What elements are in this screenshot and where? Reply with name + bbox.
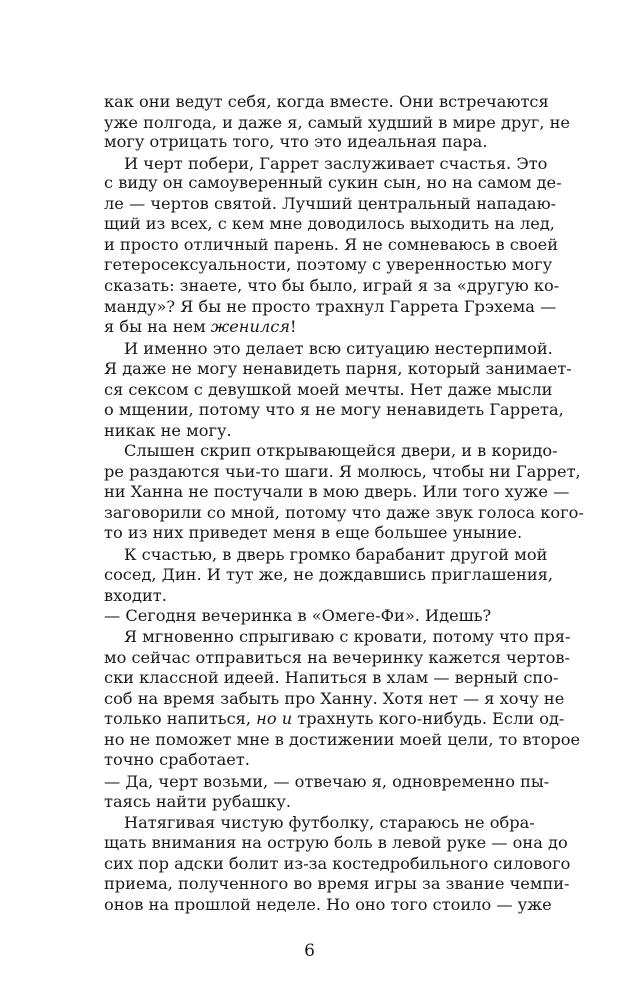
text-line — [104, 316, 531, 338]
text-line — [104, 193, 557, 215]
text-line — [104, 749, 531, 771]
text-line-tail: ! — [290, 317, 297, 336]
text-line-content: входит. — [104, 586, 167, 605]
text-line-content: и просто отличный парень. Я не сомневаюсь в своей — [104, 235, 559, 254]
text-line-content: манду»? Я бы не просто трахнул Гаррета Грэхема — — [104, 297, 557, 316]
text-line — [104, 585, 531, 607]
text-line-content: К счастью, в дверь громко барабанит другой мой — [124, 545, 548, 564]
text-line-content: заговорили со мной, потому что даже звук голоса кого- — [104, 503, 584, 522]
text-line-content: таясь найти рубашку. — [104, 792, 292, 811]
text-line — [104, 522, 531, 544]
text-line — [104, 873, 570, 895]
text-line — [104, 688, 565, 710]
text-line-content: только напиться, — [104, 709, 257, 728]
text-line — [104, 213, 555, 235]
text-line — [104, 771, 550, 793]
text-line-content: то из них приведет меня в еще большее уныние. — [104, 523, 523, 542]
text-line-tail: трахнуть кого-нибудь. Если од- — [292, 709, 565, 728]
text-line-content: И именно это делает всю ситуацию нестерпимой. — [124, 339, 553, 358]
text-line — [104, 626, 571, 648]
text-line — [104, 358, 572, 380]
text-line-content: сказать: знаете, что бы было, играй я за «другую ко- — [104, 276, 560, 295]
text-line — [104, 399, 564, 421]
text-line — [104, 91, 549, 113]
text-line-content: щать внимания на острую боль в левой руке — она до — [104, 833, 568, 852]
text-line — [104, 853, 571, 875]
text-line-content: уже полгода, и даже я, самый худший в мире друг, не — [104, 113, 571, 132]
text-line-content: ся сексом с девушкой моей мечты. Нет даже мысли — [104, 380, 553, 399]
text-line — [104, 275, 560, 297]
text-line-content: Натягивая чистую футболку, стараюсь не обра- — [124, 813, 535, 832]
text-line-content: с виду он самоуверенный сукин сын, но на самом де- — [104, 173, 562, 192]
text-line-content: как они ведут себя, когда вместе. Они встречаются — [104, 92, 549, 111]
text-line-content: приема, полученного во время игры за звание чемпи- — [104, 874, 570, 893]
text-line — [104, 729, 581, 751]
text-line — [104, 440, 558, 462]
text-line — [104, 234, 559, 256]
text-line-content: я бы на нем — [104, 317, 211, 336]
text-line — [104, 296, 557, 318]
text-line — [104, 379, 553, 401]
text-line-content: ре раздаются чьи-то шаги. Я молюсь, чтобы ни Гаррет, — [104, 462, 581, 481]
text-line — [104, 131, 531, 153]
text-line-content: могу отрицать того, что это идеальная пара. — [104, 132, 488, 151]
text-line — [104, 894, 552, 916]
text-line — [104, 544, 548, 566]
text-line-content: — Да, черт возьми, — отвечаю я, одновременно пы- — [104, 772, 550, 791]
emphasized-text: но и — [256, 709, 293, 728]
text-line-content: никак не могу. — [104, 421, 232, 440]
text-line-content: И черт побери, Гаррет заслуживает счастья. Это — [124, 154, 548, 173]
text-line-content: о мщении, потому что я не могу ненавидеть Гаррета, — [104, 400, 564, 419]
text-line-content: — Сегодня вечеринка в «Омеге-Фи». Идешь? — [104, 606, 492, 625]
text-line — [104, 564, 553, 586]
emphasized-text: женился — [210, 317, 290, 336]
text-line-content: ни Ханна не постучали в мою дверь. Или того хуже — — [104, 482, 570, 501]
text-line — [104, 481, 570, 503]
page-number: 6 — [304, 941, 315, 961]
text-line-content: точно сработает. — [104, 750, 250, 769]
text-line — [104, 502, 584, 524]
text-line-content: Я мгновенно спрыгиваю с кровати, потому что пря- — [124, 627, 571, 646]
text-line — [104, 338, 553, 360]
text-line-content: сих пор адски болит из-за костедробильного силового — [104, 854, 571, 873]
text-line — [104, 172, 562, 194]
text-line — [104, 647, 570, 669]
text-line-content: гетеросексуальности, поэтому с уверенностью могу — [104, 255, 553, 274]
text-line — [104, 254, 553, 276]
text-line-content: щий из всех, с кем мне доводилось выходить на лед, — [104, 214, 555, 233]
text-line — [104, 605, 531, 627]
text-line — [104, 667, 559, 689]
text-line-content: ски классной идеей. Напиться в хлам — верный спо- — [104, 668, 559, 687]
text-line-content: ле — чертов святой. Лучший центральный нападаю- — [104, 194, 557, 213]
text-line — [104, 832, 568, 854]
text-line — [104, 461, 581, 483]
text-line — [104, 420, 531, 442]
text-line-content: соб на время забыть про Ханну. Хотя нет — я хочу не — [104, 689, 565, 708]
text-line — [104, 791, 531, 813]
text-line-content: Слышен скрип открывающейся двери, и в коридо- — [124, 441, 558, 460]
text-line-content: но не поможет мне в достижении моей цели, то второе — [104, 730, 581, 749]
text-line-content: Я даже не могу ненавидеть парня, который занимает- — [104, 359, 572, 378]
text-line — [104, 708, 565, 730]
text-line — [104, 812, 535, 834]
text-line-content: онов на прошлой неделе. Но оно того стоило — уже — [104, 895, 552, 914]
text-line-content: сосед, Дин. И тут же, не дождавшись приглашения, — [104, 565, 553, 584]
text-line-content: мо сейчас отправиться на вечеринку кажется чертов- — [104, 648, 570, 667]
